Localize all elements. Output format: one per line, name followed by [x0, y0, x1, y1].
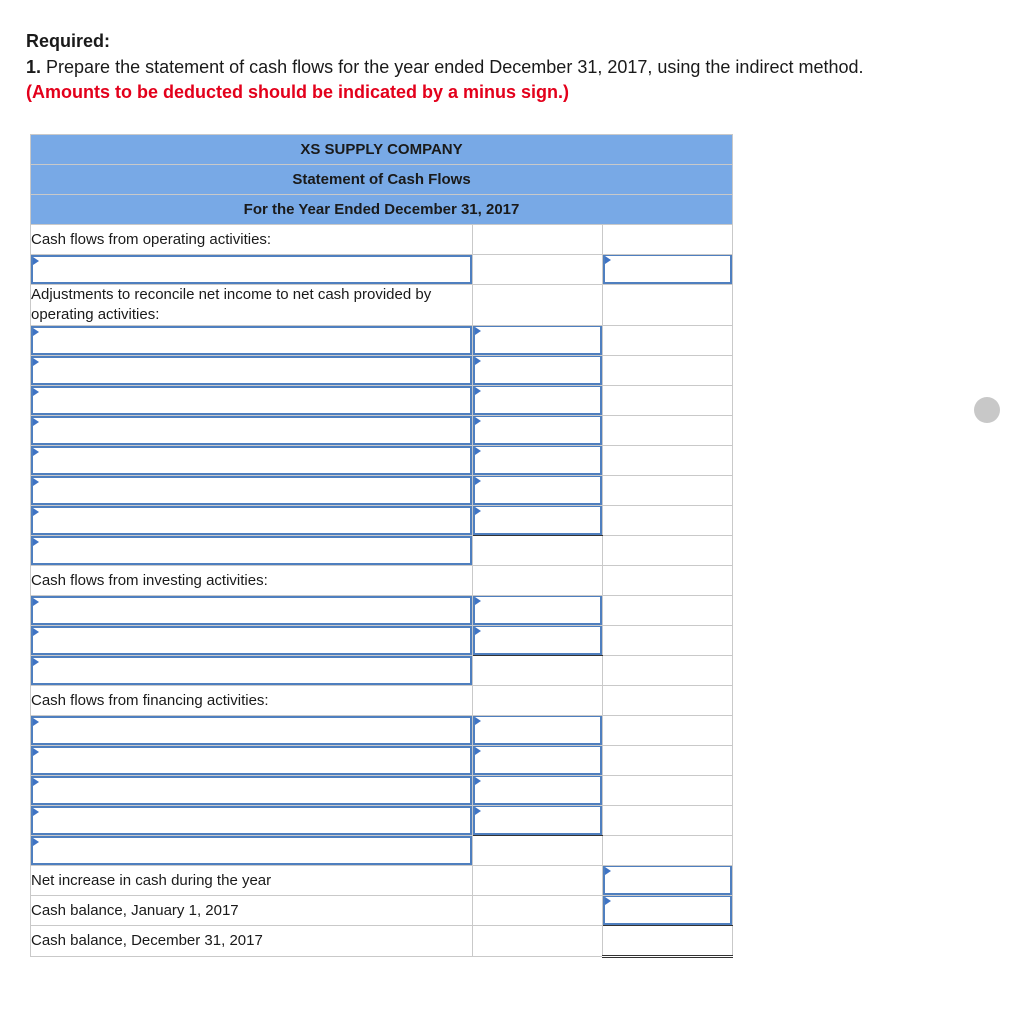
financing-total-label-input[interactable] [31, 836, 472, 865]
gray-circle-marker [974, 397, 1000, 423]
adjustment-label-cell [31, 386, 473, 416]
cash-end-label: Cash balance, December 31, 2017 [31, 926, 473, 957]
adjustment-label-input[interactable] [31, 326, 472, 355]
adjustment-label-cell [31, 416, 473, 446]
adjustment-label-cell [31, 476, 473, 506]
empty-cell [603, 566, 733, 596]
adjustments-heading: Adjustments to reconcile net income to net cash provided by operating activities: [31, 285, 473, 326]
financing-amount-cell [473, 746, 603, 776]
investing-label-cell [31, 626, 473, 656]
investing-total-label-cell [31, 656, 473, 686]
adjustment-amount-input[interactable] [473, 356, 602, 385]
cash-begin-label: Cash balance, January 1, 2017 [31, 896, 473, 926]
adjustment-label-cell [31, 356, 473, 386]
adjustment-amount-cell [473, 356, 603, 386]
empty-cell [603, 536, 733, 566]
empty-cell [603, 416, 733, 446]
adjustment-label-input[interactable] [31, 506, 472, 535]
adjustment-amount-input[interactable] [473, 446, 602, 475]
financing-label-input[interactable] [31, 746, 472, 775]
empty-cell [603, 386, 733, 416]
cash-flow-statement-table [30, 134, 733, 958]
empty-cell [473, 656, 603, 686]
empty-cell [473, 836, 603, 866]
empty-cell [473, 255, 603, 285]
adjustment-label-input[interactable] [31, 416, 472, 445]
investing-amount-cell [473, 626, 603, 656]
adjustment-amount-input[interactable] [473, 416, 602, 445]
financing-label-cell [31, 806, 473, 836]
empty-cell [603, 225, 733, 255]
financing-amount-cell [473, 806, 603, 836]
adjustment-label-input[interactable] [31, 356, 472, 385]
empty-cell [473, 536, 603, 566]
empty-cell [603, 285, 733, 326]
cash-begin-amount-input[interactable] [603, 896, 732, 925]
empty-cell [603, 506, 733, 536]
investing-label-input[interactable] [31, 626, 472, 655]
adjustment-amount-input[interactable] [473, 326, 602, 355]
adjustment-amount-cell [473, 446, 603, 476]
empty-cell [603, 596, 733, 626]
empty-cell [473, 225, 603, 255]
empty-cell [473, 926, 603, 957]
empty-cell [603, 746, 733, 776]
net-income-amount-input[interactable] [603, 255, 732, 284]
financing-amount-input[interactable] [473, 776, 602, 805]
investing-amount-cell [473, 596, 603, 626]
adjustment-amount-cell [473, 476, 603, 506]
net-increase-label: Net increase in cash during the year [31, 866, 473, 896]
adjustment-amount-cell [473, 506, 603, 536]
empty-cell [603, 626, 733, 656]
adjustment-label-cell [31, 506, 473, 536]
requirement-block [26, 30, 1006, 104]
adjustment-amount-input[interactable] [473, 386, 602, 415]
empty-cell [603, 446, 733, 476]
cash-begin-amount-cell [603, 896, 733, 926]
financing-amount-input[interactable] [473, 806, 602, 835]
investing-label-input[interactable] [31, 596, 472, 625]
financing-label-cell [31, 716, 473, 746]
adjustment-label-input[interactable] [31, 476, 472, 505]
empty-cell [603, 356, 733, 386]
investing-amount-input[interactable] [473, 596, 602, 625]
investing-heading: Cash flows from investing activities: [31, 566, 473, 596]
financing-total-label-cell [31, 836, 473, 866]
adjustment-label-input[interactable] [31, 386, 472, 415]
requirement-text: Prepare the statement of cash flows for the year ended December 31, 2017, using the indirect method. [46, 57, 864, 77]
financing-amount-cell [473, 716, 603, 746]
financing-amount-cell [473, 776, 603, 806]
cash-end-amount-cell [603, 926, 733, 957]
investing-amount-input[interactable] [473, 626, 602, 655]
financing-amount-input[interactable] [473, 716, 602, 745]
empty-cell [603, 476, 733, 506]
financing-heading: Cash flows from financing activities: [31, 686, 473, 716]
empty-cell [473, 566, 603, 596]
statement-title: Statement of Cash Flows [31, 165, 733, 195]
empty-cell [603, 656, 733, 686]
financing-label-cell [31, 746, 473, 776]
financing-label-input[interactable] [31, 776, 472, 805]
empty-cell [603, 806, 733, 836]
empty-cell [603, 716, 733, 746]
financing-amount-input[interactable] [473, 746, 602, 775]
statement-period: For the Year Ended December 31, 2017 [31, 195, 733, 225]
financing-label-cell [31, 776, 473, 806]
company-name: XS SUPPLY COMPANY [31, 135, 733, 165]
requirement-number: 1. [26, 57, 42, 77]
requirement-instruction [26, 54, 1006, 80]
net-increase-amount-input[interactable] [603, 866, 732, 895]
net-income-label-cell [31, 255, 473, 285]
operating-total-label-cell [31, 536, 473, 566]
empty-cell [473, 285, 603, 326]
empty-cell [603, 326, 733, 356]
minus-sign-note: (Amounts to be deducted should be indicated by a minus sign.) [26, 82, 570, 102]
adjustment-amount-cell [473, 416, 603, 446]
empty-cell [473, 866, 603, 896]
empty-cell [603, 776, 733, 806]
net-income-amount-cell [603, 255, 733, 285]
adjustment-amount-input[interactable] [473, 476, 602, 505]
adjustment-amount-cell [473, 386, 603, 416]
operating-heading: Cash flows from operating activities: [31, 225, 473, 255]
investing-total-label-input[interactable] [31, 656, 472, 685]
operating-total-label-input[interactable] [31, 536, 472, 565]
adjustment-amount-cell [473, 326, 603, 356]
net-increase-amount-cell [603, 866, 733, 896]
adjustment-amount-input[interactable] [473, 506, 602, 535]
adjustment-label-cell [31, 446, 473, 476]
investing-label-cell [31, 596, 473, 626]
adjustment-label-cell [31, 326, 473, 356]
financing-label-input[interactable] [31, 806, 472, 835]
empty-cell [603, 836, 733, 866]
net-income-label-input[interactable] [31, 255, 472, 284]
adjustment-label-input[interactable] [31, 446, 472, 475]
required-heading: Required: [26, 31, 111, 51]
empty-cell [473, 686, 603, 716]
empty-cell [473, 896, 603, 926]
empty-cell [603, 686, 733, 716]
financing-label-input[interactable] [31, 716, 472, 745]
